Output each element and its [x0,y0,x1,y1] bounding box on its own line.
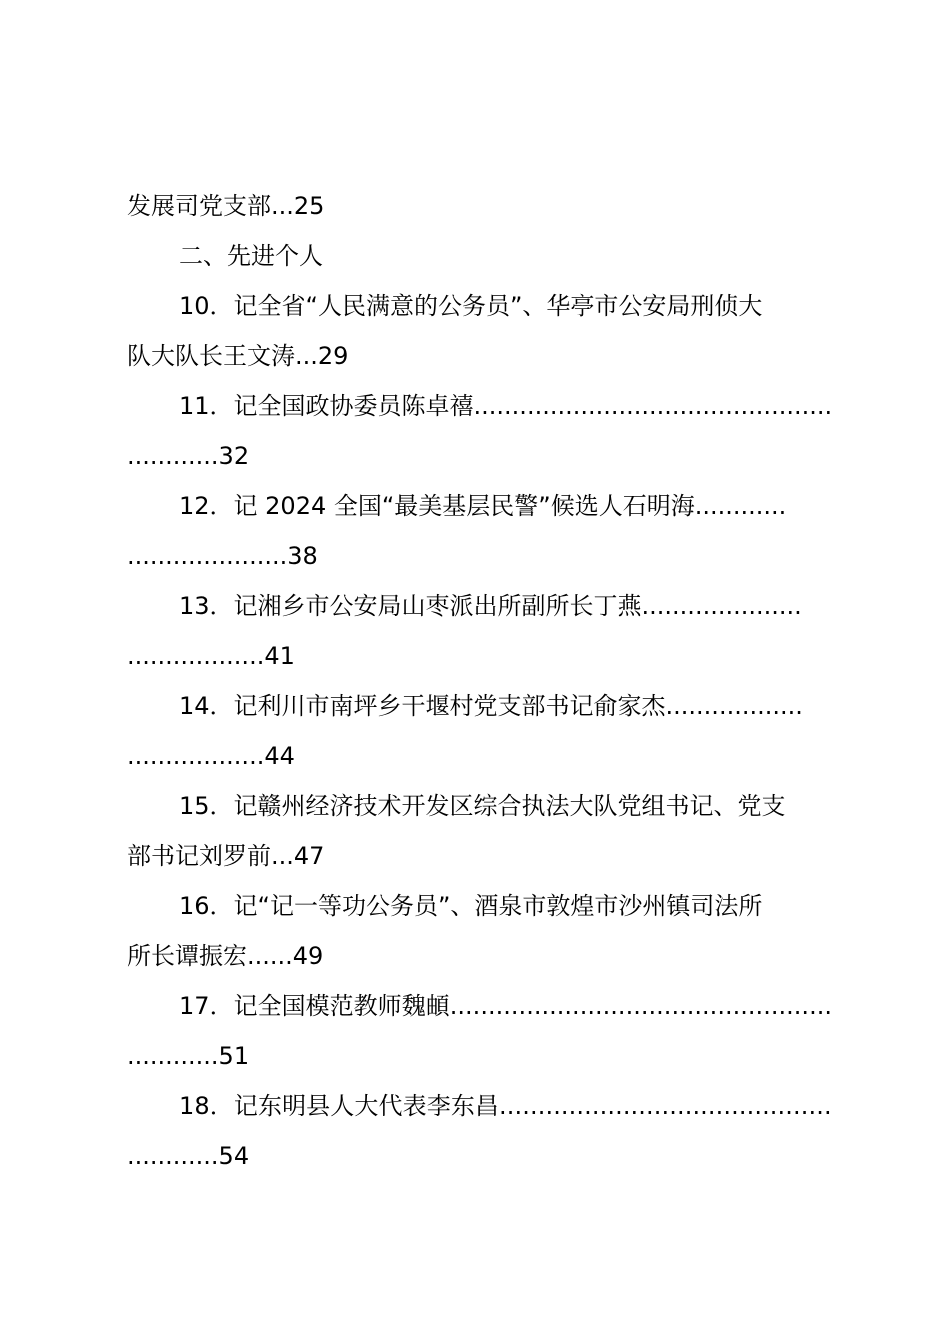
toc-line [127,981,832,1031]
toc-line [127,1131,832,1181]
toc-line [127,681,832,731]
toc-text: 17．记全国模范教师魏頔.................................................. [179,992,832,1020]
table-of-contents [127,181,832,1181]
toc-line [127,581,832,631]
toc-text: ..................41 [127,642,295,670]
toc-text: 13．记湘乡市公安局山枣派出所副所长丁燕..................... [179,592,802,620]
toc-line [127,881,832,931]
toc-line [127,281,832,331]
toc-text: .....................38 [127,542,318,570]
toc-line [127,731,832,781]
toc-text: 部书记刘罗前...47 [127,842,325,870]
toc-text: 10．记全省“人民满意的公务员”、华亭市公安局刑侦大 [179,292,763,320]
toc-text: 12．记 2024 全国“最美基层民警”候选人石明海............ [179,492,787,520]
toc-text: 15．记赣州经济技术开发区综合执法大队党组书记、党支 [179,792,786,820]
toc-line [127,1081,832,1131]
toc-text: 11．记全国政协委员陈卓禧............................................... [179,392,832,420]
toc-text: ..................44 [127,742,295,770]
toc-line [127,531,832,581]
toc-line [127,231,832,281]
toc-line [127,631,832,681]
toc-line [127,331,832,381]
toc-line [127,481,832,531]
toc-text: 14．记利川市南坪乡干堰村党支部书记俞家杰.................. [179,692,803,720]
toc-text: 18．记东明县人大代表李东昌........................................... [179,1092,832,1120]
toc-text: ............32 [127,442,250,470]
toc-text: ............51 [127,1042,250,1070]
toc-line [127,781,832,831]
toc-text: 发展司党支部...25 [127,192,325,220]
toc-line [127,181,832,231]
toc-text: 16．记“记一等功公务员”、酒泉市敦煌市沙州镇司法所 [179,892,763,920]
toc-text: 所长谭振宏......49 [127,942,324,970]
toc-text: 二、先进个人 [179,242,323,270]
toc-text: 队大队长王文涛...29 [127,342,349,370]
toc-line [127,931,832,981]
toc-text: ............54 [127,1142,250,1170]
toc-line [127,1031,832,1081]
toc-line [127,831,832,881]
toc-line [127,431,832,481]
toc-line [127,381,832,431]
